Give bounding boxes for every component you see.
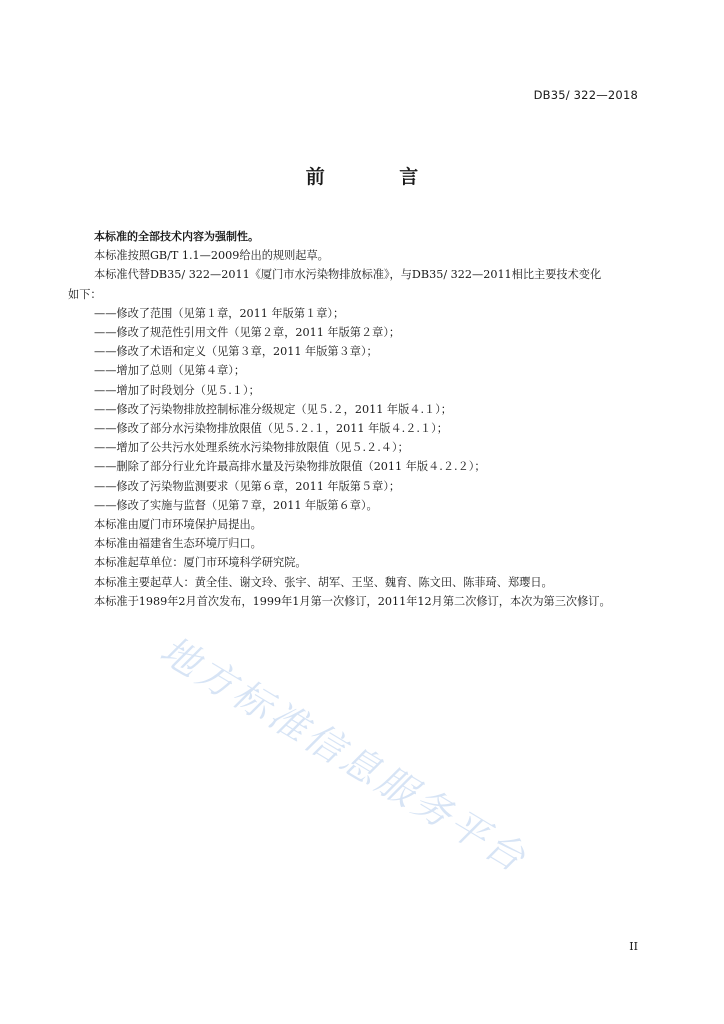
paragraph-drafting-unit: 本标准起草单位：厦门市环境科学研究院。	[94, 556, 307, 570]
list-item: ——修改了实施与监督（见第７章，2011 年版第６章）。	[94, 498, 378, 512]
changes-list	[94, 304, 642, 515]
paragraph-drafting-rule: 本标准按照GB/T 1.1—2009给出的规则起草。	[94, 249, 329, 263]
list-item: ——修改了术语和定义（见第３章，2011 年版第３章）；	[94, 345, 378, 359]
list-item: ——修改了污染物排放控制标准分级规定（见５.２，2011 年版４.１）；	[94, 402, 452, 416]
list-item: ——增加了公共污水处理系统水污染物排放限值（见５.２.４）；	[94, 441, 409, 455]
list-item: ——删除了部分行业允许最高排水量及污染物排放限值（2011 年版４.２.２）；	[94, 460, 486, 474]
paragraph-drafters: 本标准主要起草人：黄全佳、谢文玲、张宇、胡军、王坚、魏育、陈文田、陈菲琦、郑璎日。	[94, 575, 553, 589]
foreword-body	[68, 227, 642, 611]
paragraph-proposer: 本标准由厦门市环境保护局提出。	[94, 518, 262, 532]
list-item: ——增加了时段划分（见５.１）；	[94, 383, 260, 397]
paragraph-replaces-continued: 如下：	[68, 287, 102, 301]
watermark: 地方标准信息服务平台	[152, 627, 536, 882]
list-item: ——增加了总则（见第４章）；	[94, 364, 246, 378]
page-title: 前 言	[305, 166, 453, 188]
paragraph-mandatory: 本标准的全部技术内容为强制性。	[94, 230, 259, 243]
list-item: ——修改了规范性引用文件（见第２章，2011 年版第２章）；	[94, 326, 401, 340]
list-item: ——修改了范围（见第１章，2011 年版第１章）；	[94, 306, 345, 320]
paragraph-replaces: 本标准代替DB35/ 322—2011《厦门市水污染物排放标准》，与DB35/ 322—2011相比主要技术变化	[94, 268, 602, 282]
paragraph-history: 本标准于1989年2月首次发布，1999年1月第一次修订，2011年12月第二次修订，本次为第三次修订。	[94, 594, 611, 608]
paragraph-centralized: 本标准由福建省生态环境厅归口。	[94, 537, 262, 551]
page-number: II	[629, 940, 638, 953]
list-item: ——修改了部分水污染物排放限值（见５.２.１，2011 年版４.２.１）；	[94, 422, 448, 436]
list-item: ——修改了污染物监测要求（见第６章，2011 年版第５章）；	[94, 479, 401, 493]
standard-code: DB35/ 322—2018	[533, 88, 638, 102]
